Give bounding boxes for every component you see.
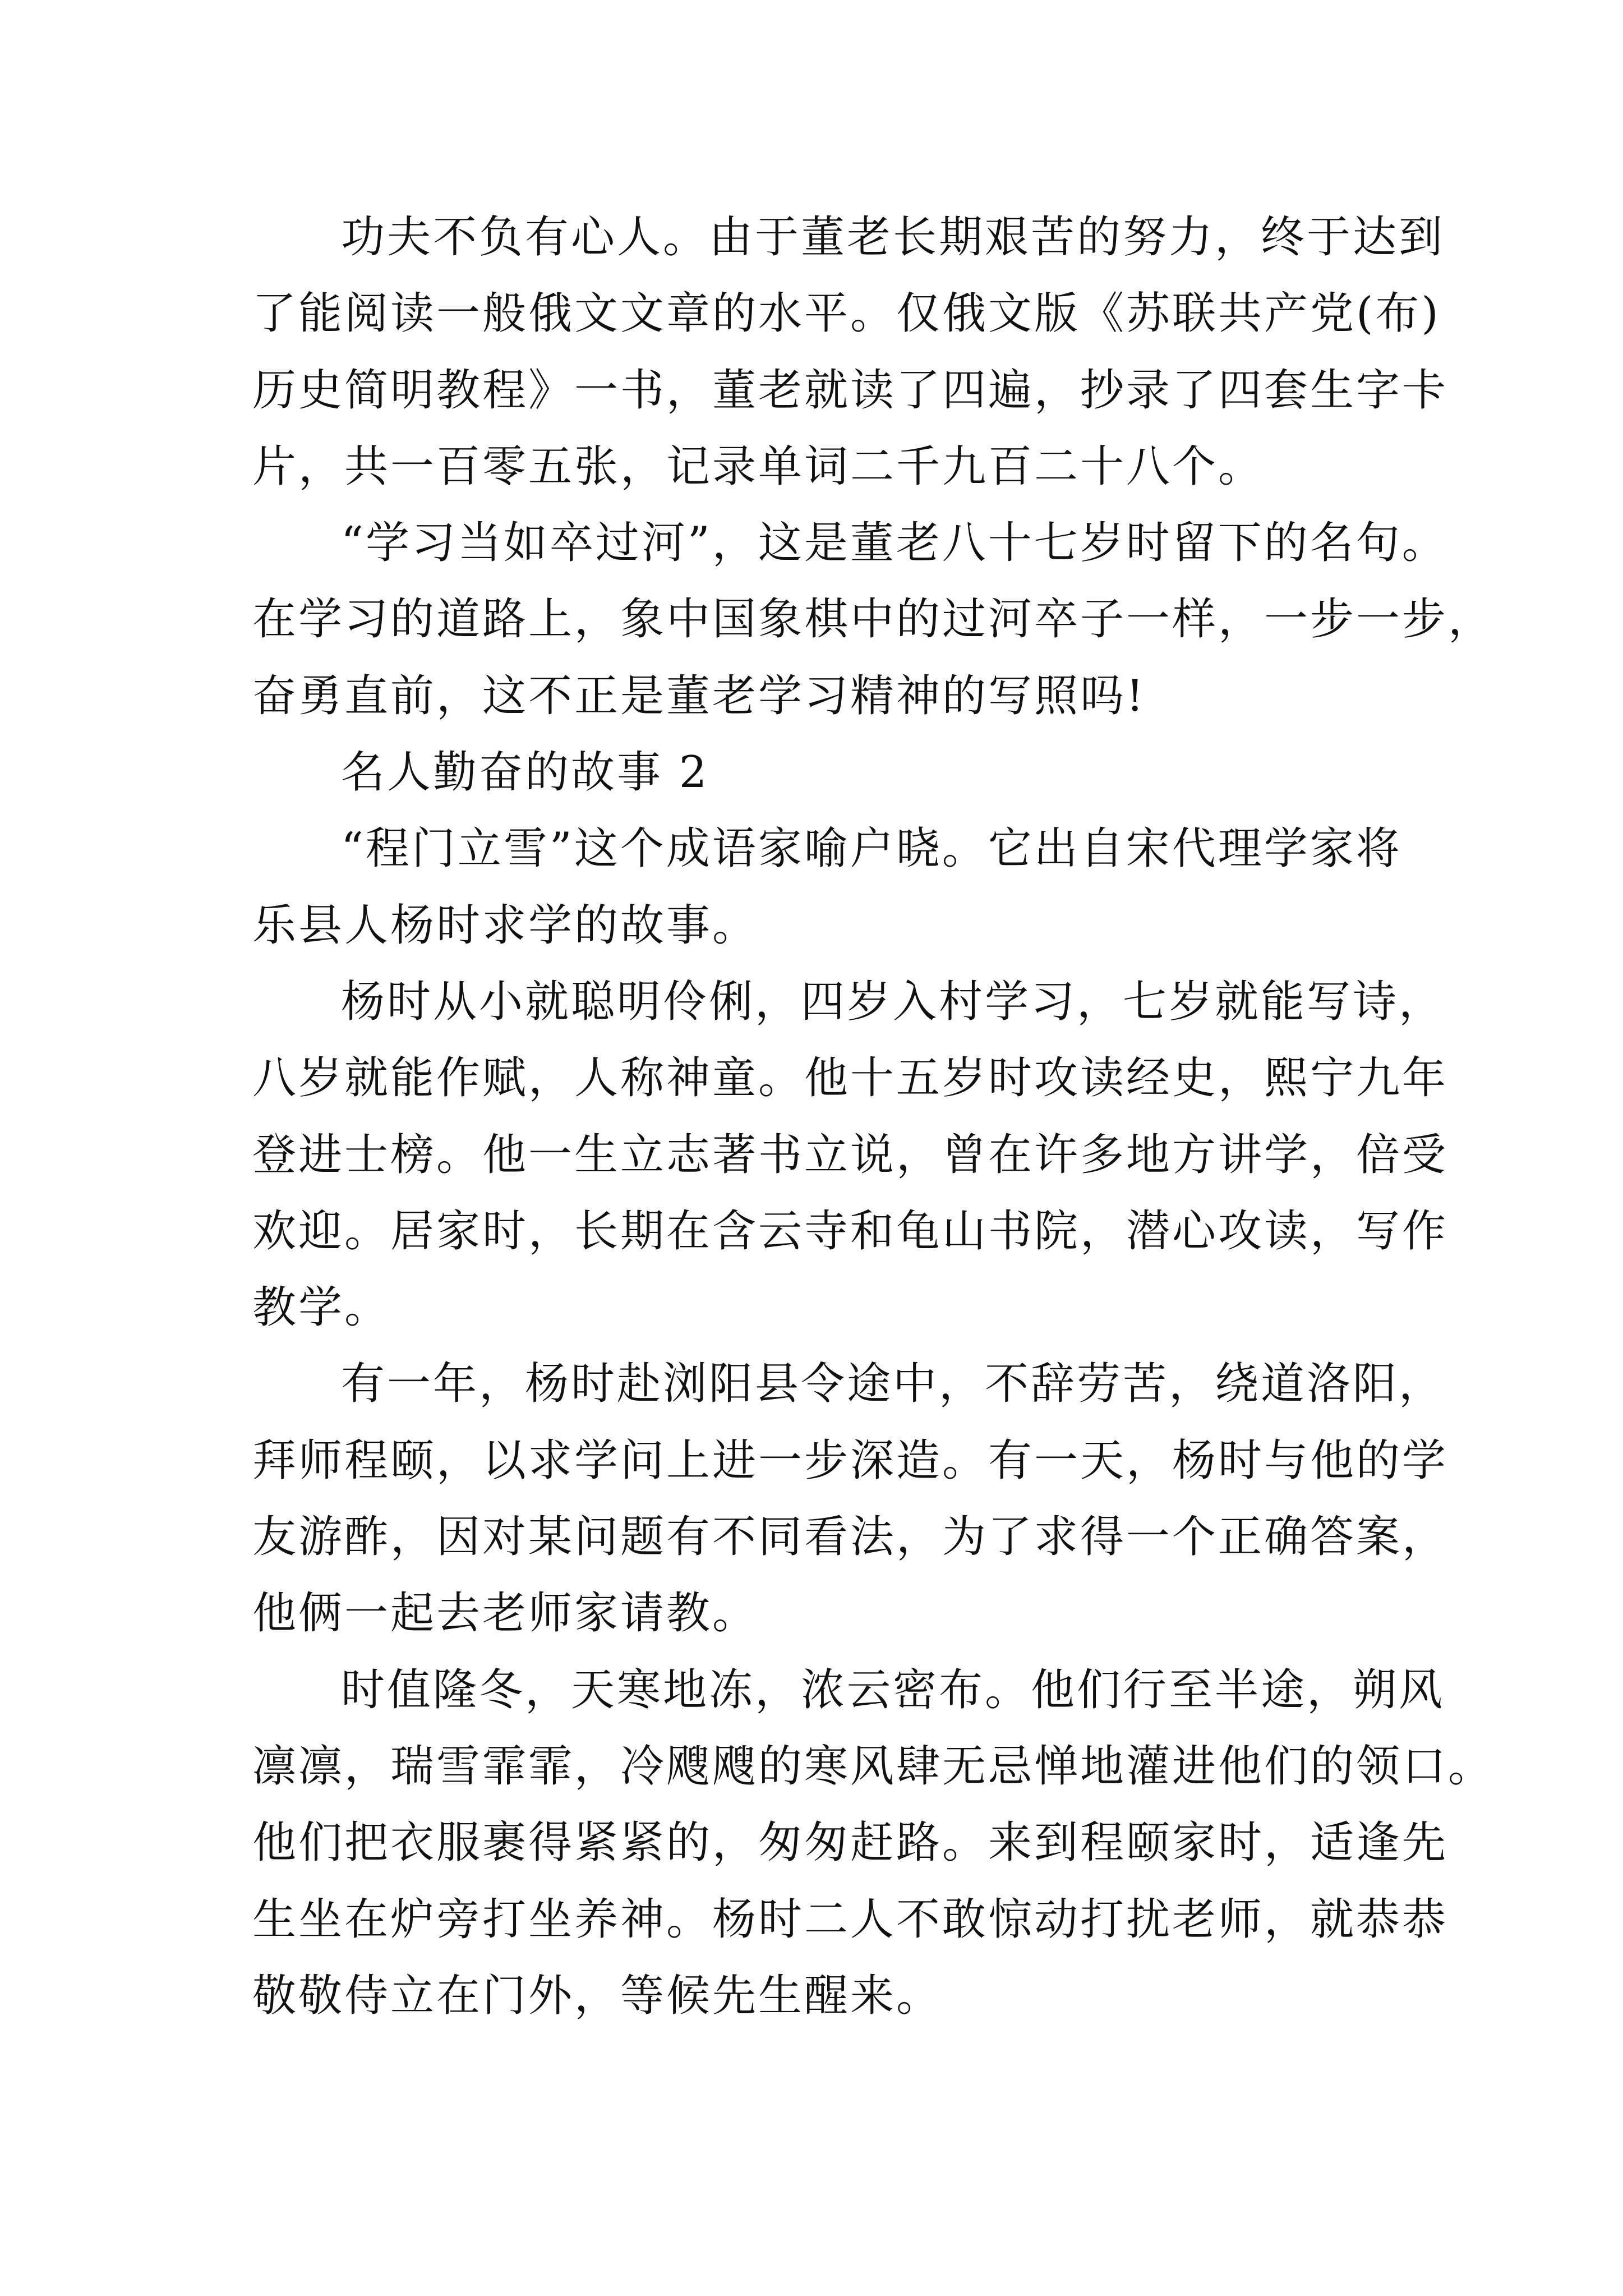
text-line: 了能阅读一般俄文文章的水平。仅俄文版《苏联共产党(布)	[252, 288, 1441, 339]
text-line: 友游酢，因对某问题有不同看法，为了求得一个正确答案，	[252, 1512, 1449, 1563]
text-line: 历史简明教程》一书，董老就读了四遍，抄录了四套生字卡	[252, 365, 1449, 416]
text-line: 功夫不负有心人。由于董老长期艰苦的努力，终于达到	[341, 212, 1445, 263]
section-heading: 名人勤奋的故事 2	[341, 747, 709, 798]
text-line: 凛凛，瑞雪霏霏，冷飕飕的寒风肆无忌惮地灌进他们的领口。	[252, 1741, 1495, 1792]
text-line: 他俩一起去老师家请教。	[252, 1588, 759, 1639]
text-line: 杨时从小就聪明伶俐，四岁入村学习，七岁就能写诗，	[341, 976, 1445, 1027]
text-line: 他们把衣服裹得紧紧的，匆匆赶路。来到程颐家时，适逢先	[252, 1818, 1449, 1869]
text-line: “程门立雪”这个成语家喻户晓。它出自宋代理学家将	[341, 823, 1402, 875]
text-line: 八岁就能作赋，人称神童。他十五岁时攻读经史，熙宁九年	[252, 1053, 1449, 1104]
text-line: 片，共一百零五张，记录单词二千九百二十八个。	[252, 441, 1265, 492]
text-line: 时值隆冬，天寒地冻，浓云密布。他们行至半途，朔风	[341, 1664, 1445, 1715]
text-line: 拜师程颐，以求学问上进一步深造。有一天，杨时与他的学	[252, 1435, 1449, 1486]
text-line: 登进士榜。他一生立志著书立说，曾在许多地方讲学，倍受	[252, 1129, 1449, 1180]
text-line: 生坐在炉旁打坐养神。杨时二人不敢惊动打扰老师，就恭恭	[252, 1894, 1449, 1945]
text-line: 在学习的道路上，象中国象棋中的过河卒子一样，一步一步，	[252, 594, 1495, 645]
text-line: 敬敬侍立在门外，等候先生醒来。	[252, 1970, 943, 2021]
text-line: 奋勇直前，这不正是董老学习精神的写照吗!	[252, 670, 1146, 721]
document-body	[252, 199, 1495, 2034]
text-line: 教学。	[252, 1282, 391, 1333]
text-line: 乐县人杨时求学的故事。	[252, 900, 759, 951]
text-line: “学习当如卒过河”，这是董老八十七岁时留下的名句。	[341, 518, 1448, 569]
text-line: 有一年，杨时赴浏阳县令途中，不辞劳苦，绕道洛阳，	[341, 1359, 1445, 1410]
text-line: 欢迎。居家时，长期在含云寺和龟山书院，潜心攻读，写作	[252, 1205, 1449, 1257]
